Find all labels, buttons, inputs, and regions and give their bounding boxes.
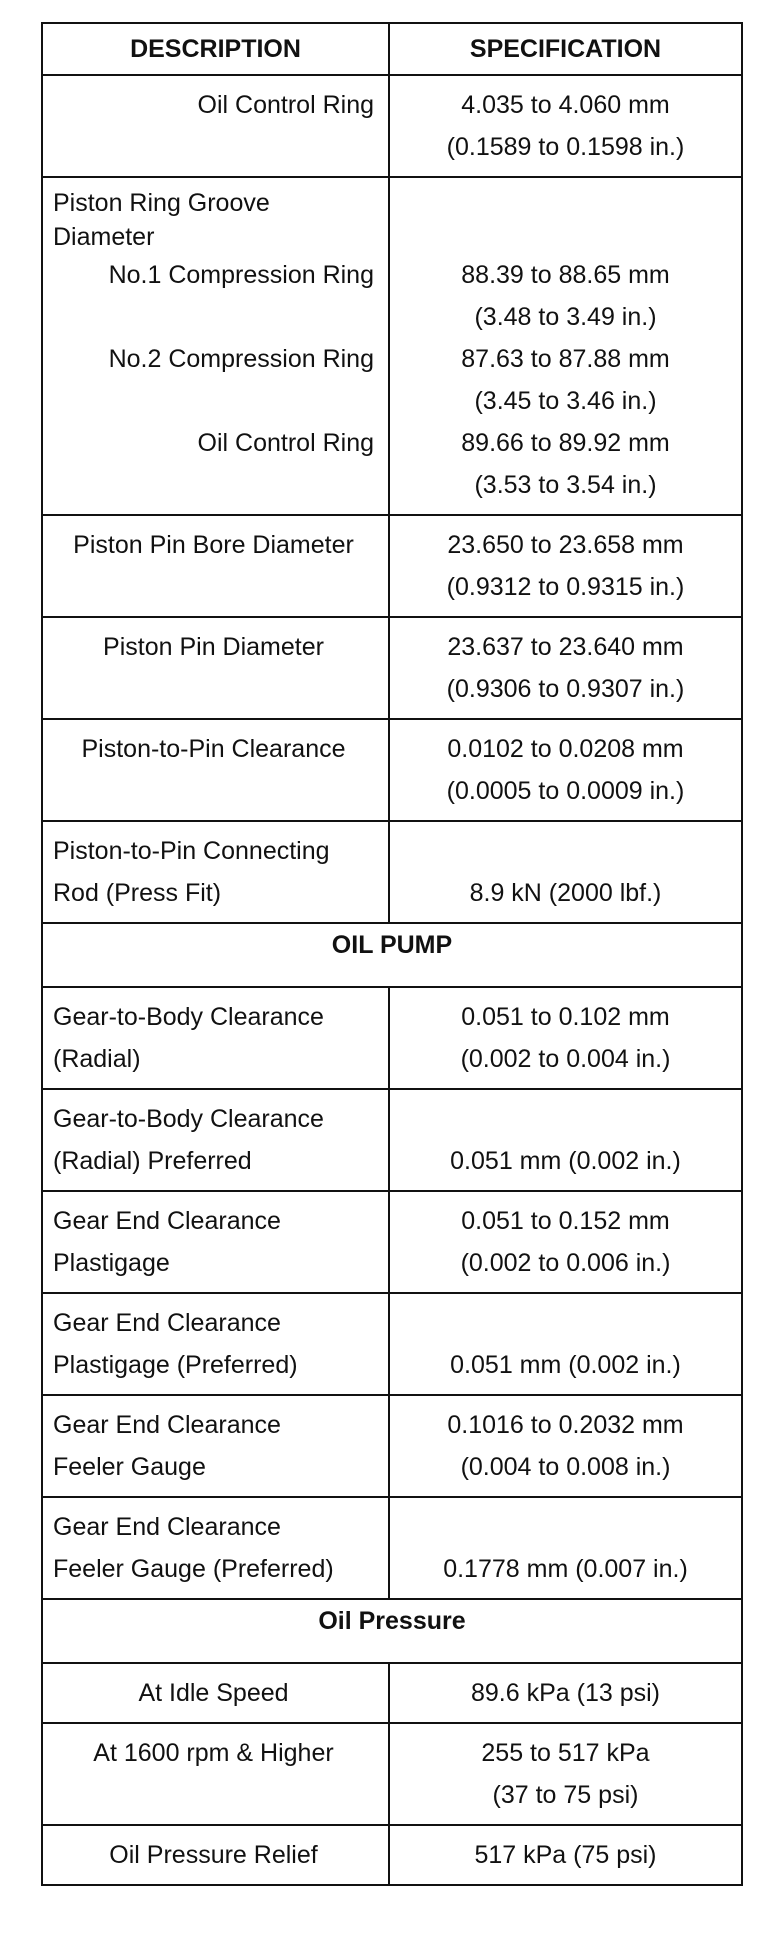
row-description-text: Oil Control Ring bbox=[197, 91, 374, 119]
row-description bbox=[42, 1089, 389, 1191]
row-description-line-1: Gear-to-Body Clearance bbox=[53, 1003, 324, 1031]
spec-imperial: (0.9306 to 0.9307 in.) bbox=[446, 675, 685, 703]
row-description-line-2: (Radial) Preferred bbox=[53, 1147, 252, 1175]
row-description bbox=[42, 821, 389, 923]
row-specification bbox=[389, 1497, 742, 1599]
row-description bbox=[42, 1497, 389, 1599]
table-row bbox=[42, 1663, 742, 1723]
row-description bbox=[42, 1723, 389, 1825]
table-row bbox=[42, 1293, 742, 1395]
group-heading-line-1: Piston Ring Groove bbox=[53, 189, 270, 217]
row-description bbox=[42, 1663, 389, 1723]
row-description-line-2: Feeler Gauge (Preferred) bbox=[53, 1555, 334, 1583]
row-description-line-1: Gear End Clearance bbox=[53, 1207, 281, 1235]
row-description-text: No.1 Compression Ring bbox=[108, 261, 374, 289]
spec-metric: 0.0102 to 0.0208 mm bbox=[447, 735, 684, 763]
row-specification bbox=[389, 821, 742, 923]
row-description bbox=[42, 1825, 389, 1885]
spec-value: 0.051 mm (0.002 in.) bbox=[450, 1147, 681, 1175]
table-row bbox=[42, 1089, 742, 1191]
table-row bbox=[42, 1191, 742, 1293]
spec-metric: 88.39 to 88.65 mm bbox=[461, 261, 670, 289]
spec-value: 517 kPa (75 psi) bbox=[474, 1841, 657, 1869]
spec-value: 0.1778 mm (0.007 in.) bbox=[443, 1555, 688, 1583]
row-description bbox=[42, 1395, 389, 1497]
row-specification bbox=[389, 515, 742, 617]
spec-metric: 23.650 to 23.658 mm bbox=[447, 531, 684, 559]
row-description-text: Piston Pin Diameter bbox=[103, 633, 324, 661]
group-heading-line-2: Diameter bbox=[53, 223, 155, 251]
row-description-text: At 1600 rpm & Higher bbox=[93, 1739, 334, 1767]
row-specification bbox=[389, 1089, 742, 1191]
spec-metric: 4.035 to 4.060 mm bbox=[461, 91, 670, 119]
table-row bbox=[42, 719, 742, 821]
spec-metric: 23.637 to 23.640 mm bbox=[447, 633, 684, 661]
specification-table bbox=[41, 22, 743, 1886]
row-description-text: No.2 Compression Ring bbox=[108, 345, 374, 373]
row-description-line-1: Gear End Clearance bbox=[53, 1513, 281, 1541]
spec-metric: 255 to 517 kPa bbox=[481, 1739, 650, 1767]
table-row bbox=[42, 515, 742, 617]
spec-value: 8.9 kN (2000 lbf.) bbox=[469, 879, 662, 907]
row-description bbox=[42, 75, 389, 177]
row-description bbox=[42, 515, 389, 617]
spec-metric: 0.1016 to 0.2032 mm bbox=[447, 1411, 684, 1439]
specification-header: SPECIFICATION bbox=[389, 23, 742, 75]
row-description-line-2: (Radial) bbox=[53, 1045, 141, 1073]
table-row bbox=[42, 1395, 742, 1497]
row-description-text: At Idle Speed bbox=[138, 1679, 289, 1707]
row-description-line-2: Plastigage (Preferred) bbox=[53, 1351, 298, 1379]
spec-imperial: (0.0005 to 0.0009 in.) bbox=[446, 777, 685, 805]
table-row bbox=[42, 1723, 742, 1825]
table-row bbox=[42, 987, 742, 1089]
spec-metric: 87.63 to 87.88 mm bbox=[461, 345, 670, 373]
table-row bbox=[42, 1497, 742, 1599]
row-description bbox=[42, 987, 389, 1089]
spec-metric: 89.66 to 89.92 mm bbox=[461, 429, 670, 457]
row-description bbox=[42, 617, 389, 719]
row-specification bbox=[389, 75, 742, 177]
row-description-line-1: Piston-to-Pin Connecting bbox=[53, 837, 330, 865]
row-description-line-1: Gear End Clearance bbox=[53, 1309, 281, 1337]
section-row bbox=[42, 923, 742, 987]
table-row bbox=[42, 1825, 742, 1885]
spec-imperial: (0.9312 to 0.9315 in.) bbox=[446, 573, 685, 601]
table-row bbox=[42, 75, 742, 177]
row-specification bbox=[389, 1825, 742, 1885]
table-row bbox=[42, 617, 742, 719]
row-description-line-2: Plastigage bbox=[53, 1249, 170, 1277]
spec-imperial: (0.002 to 0.004 in.) bbox=[460, 1045, 671, 1073]
spec-metric: 0.051 to 0.102 mm bbox=[461, 1003, 670, 1031]
row-description-text: Oil Pressure Relief bbox=[109, 1841, 318, 1869]
row-description bbox=[42, 177, 389, 515]
spec-imperial: (3.53 to 3.54 in.) bbox=[474, 471, 657, 499]
row-specification bbox=[389, 1723, 742, 1825]
spec-imperial: (37 to 75 psi) bbox=[492, 1781, 639, 1809]
row-description-text: Oil Control Ring bbox=[197, 429, 374, 457]
row-specification bbox=[389, 1191, 742, 1293]
row-specification bbox=[389, 617, 742, 719]
row-description bbox=[42, 719, 389, 821]
row-specification bbox=[389, 987, 742, 1089]
spec-value: 89.6 kPa (13 psi) bbox=[471, 1679, 660, 1707]
spec-imperial: (0.1589 to 0.1598 in.) bbox=[446, 133, 685, 161]
row-specification bbox=[389, 1395, 742, 1497]
table-header-row bbox=[42, 23, 742, 75]
row-description-line-1: Gear-to-Body Clearance bbox=[53, 1105, 324, 1133]
row-description-text: Piston Pin Bore Diameter bbox=[73, 531, 354, 559]
spec-value: 0.051 mm (0.002 in.) bbox=[450, 1351, 681, 1379]
spec-metric: 0.051 to 0.152 mm bbox=[461, 1207, 670, 1235]
row-specification bbox=[389, 719, 742, 821]
row-specification bbox=[389, 177, 742, 515]
row-description-line-2: Feeler Gauge bbox=[53, 1453, 206, 1481]
description-header: DESCRIPTION bbox=[42, 23, 389, 75]
row-description-text: Piston-to-Pin Clearance bbox=[81, 735, 346, 763]
table-row bbox=[42, 177, 742, 515]
row-specification bbox=[389, 1293, 742, 1395]
spec-imperial: (3.48 to 3.49 in.) bbox=[474, 303, 657, 331]
spec-imperial: (0.002 to 0.006 in.) bbox=[460, 1249, 671, 1277]
table-row bbox=[42, 821, 742, 923]
section-title-oil-pump: OIL PUMP bbox=[42, 923, 742, 987]
section-title-oil-pressure: Oil Pressure bbox=[42, 1599, 742, 1663]
spec-imperial: (3.45 to 3.46 in.) bbox=[474, 387, 657, 415]
row-description bbox=[42, 1293, 389, 1395]
spec-imperial: (0.004 to 0.008 in.) bbox=[460, 1453, 671, 1481]
section-row bbox=[42, 1599, 742, 1663]
row-specification bbox=[389, 1663, 742, 1723]
row-description bbox=[42, 1191, 389, 1293]
row-description-line-1: Gear End Clearance bbox=[53, 1411, 281, 1439]
row-description-line-2: Rod (Press Fit) bbox=[53, 879, 222, 907]
